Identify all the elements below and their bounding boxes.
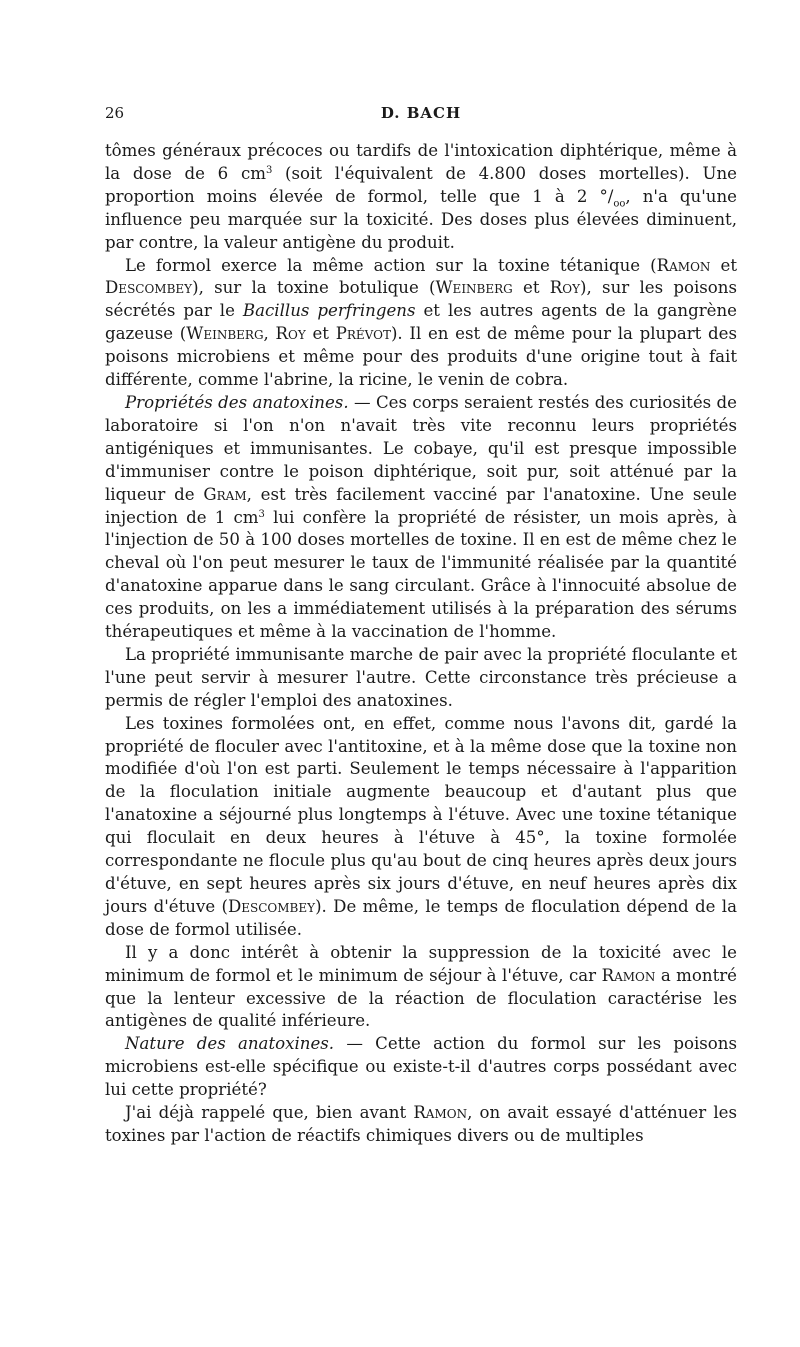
section-heading: Nature des anatoxines. [125,1034,335,1054]
author-name: Weinberg [186,324,264,344]
author-name: Prévot [335,324,391,344]
author-name: Ramon [656,255,711,275]
paragraph-5: Les toxines formolées ont, en effet, comme nous l'avons dit, gardé la propriété de floculer avec l'antitoxine, et à la même dose que la toxine non modifiée d'où l'on est parti. Seulement le temps nécessaire à l'apparition de la floculation initiale augmente beaucoup et d'autant plus que l'anatoxine a séjourné plus longtemps à l'étuve. Avec une toxine tétanique qui floculait en deux heures à l'étuve à 45°, la toxine formolée correspondante ne flocule plus qu'au bout de cinq heures après deux jours d'étuve, en sept heures après six jours d'étuve, en neuf heures après dix jours d'étuve (Descombey). De même, le temps de floculation dépend de la dose de formol utilisée. [105,713,737,939]
paragraph-6: Il y a donc intérêt à obtenir la suppression de la toxicité avec le minimum de formol et le minimum de séjour à l'étuve, car Ramon a montré que la lenteur excessive de la réaction de floculation caractérise les antigènes de qualité inférieure. [105,942,738,1031]
author-name: Roy [549,278,581,298]
author-name: Gram [203,484,247,504]
page-number: 26 [105,104,125,122]
author-name: Roy [275,324,306,344]
author-name: Descombey [227,896,316,916]
section-heading: Propriétés des anatoxines. [125,392,349,412]
body-text [105,140,737,1148]
paragraph-8: J'ai déjà rappelé que, bien avant Ramon, on avait essayé d'atténuer les toxines par l'action de réactifs chimiques divers ou de multiples [105,1103,738,1145]
author-name: Ramon [413,1103,468,1123]
author-name: Ramon [601,965,656,985]
paragraph-3: Propriétés des anatoxines. — Ces corps seraient restés des curiosités de laboratoire si l'on n'on n'avait très vite reconnu leurs propriétés antigéniques et immunisantes. Le cobaye, qu'il est presque impossible d'immuniser contre le poison diphtérique, soit pur, soit atténué par la liqueur de Gram, est très facilement vacciné par l'anatoxine. Une seule injection de 1 $cm^3$ lui confère la propriété de résister, un mois après, à l'injection de 50 à 100 doses mortelles de toxine. Il en est de même chez le cheval où l'on peut mesurer le taux de l'immunité réalisée par la quantité d'anatoxine apparue dans le sang circulant. Grâce à l'innocuité absolue de ces produits, on les a immédiatement utilisés à la préparation des sérums thérapeutiques et même à la vaccination de l'homme. [105,392,737,642]
paragraph-1: tômes généraux précoces ou tardifs de l'intoxication diphtérique, même à la dose de 6 $cm^3$ (soit l'équivalent de 4.800 doses mortelles). Une proportion moins élevée de formol, telle que 1 à 2 $^\circ/_{oo}$, n'a qu'une influence peu marquée sur la toxicité. Des doses plus élevées diminuent, par contre, la valeur antigène du produit. [105,141,737,252]
species-name: Bacillus perfringens [242,301,416,321]
paragraph-7: Nature des anatoxines. — Cette action du formol sur les poisons microbiens est-elle spécifique ou existe-t-il d'autres corps possédant avec lui cette propriété? [105,1034,737,1100]
running-head-author: D. BACH [380,104,462,122]
author-name: Weinberg [435,278,513,298]
running-head [105,104,737,128]
author-name: Descombey [105,278,193,298]
paragraph-2: Le formol exerce la même action sur la toxine tétanique (Ramon et Descombey), sur la toxine botulique (Weinberg et Roy), sur les poisons sécrétés par le Bacillus perfringens et les autres agents de la gangrène gazeuse (Weinberg, Roy et Prévot). Il en est de même pour la plupart des poisons microbiens et même pour des produits d'une origine tout à fait différente, comme l'abrine, la ricine, le venin de cobra. [105,255,737,390]
paragraph-4: La propriété immunisante marche de pair avec la propriété floculante et l'une peut servir à mesurer l'autre. Cette circonstance très précieuse a permis de régler l'emploi des anatoxines. [105,644,737,710]
